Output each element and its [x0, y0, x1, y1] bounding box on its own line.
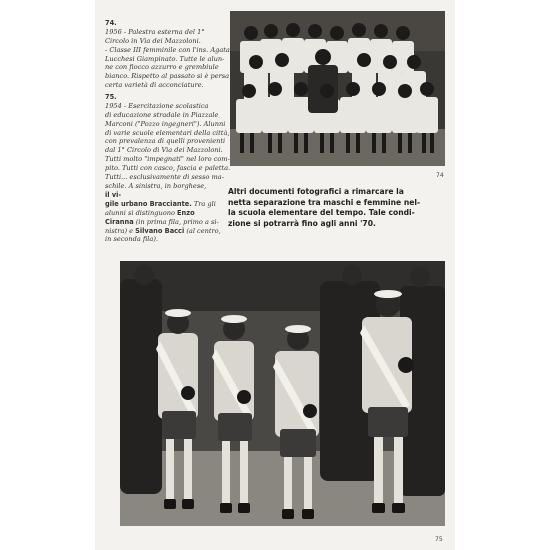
- caption-75-text: 1954 - Esercitazione scolastica di educazione stradale in Piazzale Marconi ("Pozzo ingegneri"). Alunni di varie scuole elementari della città, con prevalenza di quelli provenienti dal 1° Circolo di Via dei Mazzoloni. Tutti molto "impegnati" nel loro com- pito. Tutti con casco, fascia e paletta. Tutti... esclusivamente di sesso ma- schile. A sinistra, in borghese,: [105, 101, 231, 190]
- side-text: Altri documenti fotografici a rimarcare la netta separazione tra maschi e femmine nel- la scuola elementare del tempo. Tale condi- zione si potrarrà fino agli anni '70.: [228, 187, 421, 228]
- caption-75-text-mid: Tra gli alunni si distinguono: [105, 199, 216, 217]
- caption-75-text-end: (al centro, in seconda fila).: [105, 226, 221, 244]
- caption-75-number: 75.: [105, 92, 117, 101]
- photo-number-75: 75: [435, 536, 443, 543]
- caption-74-text: 1956 - Palestra esterna del 1° Circolo in Via dei Mazzoloni. - Classe III femminile con l'ins. Agata Lucchesi Giampinato. Tutte le alun- ne con fiocco azzurro e grembiule bianco. Rispetto al passato si è persa certa varietà di acconciature.: [105, 27, 230, 90]
- caption-75-text-mid2: (in prima fila, primo a si- nistra) e: [105, 217, 219, 235]
- book-page: [95, 0, 455, 550]
- caption-74: [105, 10, 233, 90]
- photo-number-74: 74: [436, 172, 444, 179]
- caption-75-bold-vigile: il vi- gile urbano Bracciante.: [105, 190, 192, 208]
- caption-74-number: 74.: [105, 18, 117, 27]
- caption-75-bold-ciranna: Enzo Ciranna: [105, 208, 195, 226]
- photo-girls-class: [230, 11, 445, 166]
- photo-boys-road-safety: [120, 261, 445, 526]
- caption-75: [105, 84, 233, 244]
- caption-75-bold-bacci: Silvano Bacci: [135, 226, 185, 235]
